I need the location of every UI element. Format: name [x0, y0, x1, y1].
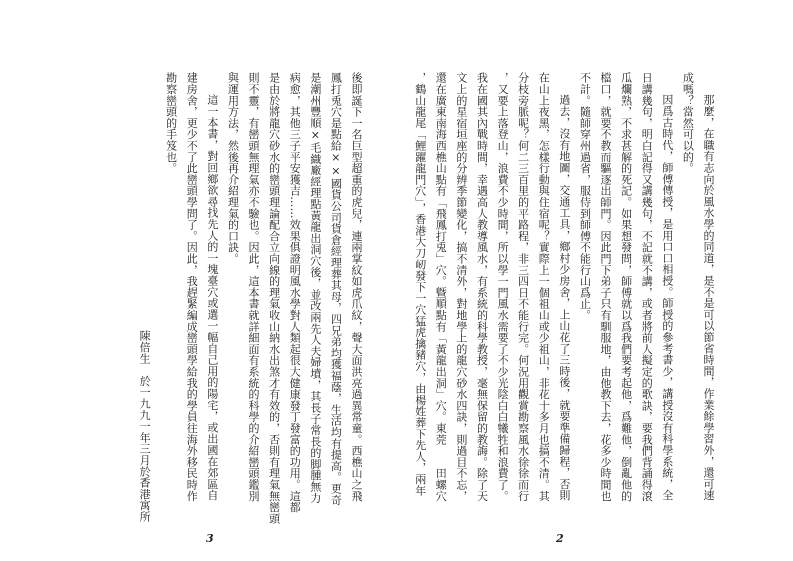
- page-number-left: 3: [206, 532, 214, 545]
- text-column: 建房舍，更少不了此巒頭學問了。因此，我趕緊編成巒頭學給我的學員往海外移民時作: [185, 72, 199, 502]
- left-page-text: [133, 72, 366, 522]
- text-column: 是潮州豐順×毛織廠經理點黃龍出洞穴後，並改兩先人夫婦墳，其長子常長的脚腫無力: [308, 72, 322, 504]
- right-page-text: [409, 72, 718, 522]
- text-column: 文上的星宿垣座的分辨季節變化，搞不清外，對地學上的龍穴砂水四訣，則過目不忘，: [454, 72, 468, 502]
- text-column: 檔口，就要不教而驅逐出師門。因此門下弟子只有馴服地，由他教下去，花多少時間也: [599, 72, 613, 502]
- text-column: 成嗎？當然可以的。: [681, 72, 695, 174]
- text-column: 日講幾句，明白記得又講幾句，不記就不講，或者將前人擬定的歌訣，要我們背誦得滾: [640, 72, 654, 502]
- right-page: [400, 72, 718, 522]
- text-column: 還在廣東南海西樵山點有「飛鳳打兎」穴。曁順點有「黃龍出洞」穴。東莞 田螺穴: [434, 72, 448, 502]
- text-column: 是由於將龍穴砂水的巒頭理論配合立向線的理氣收山納水出煞才有效的，否則有理氣無巒頭: [267, 72, 281, 524]
- text-column: 鳳打兎穴是點給××國貨公司貨倉經理葬其母，四兄弟均獲福蔭，生活均有提高。更奇: [329, 72, 343, 506]
- text-column: 後即誕下一名巨型超重的虎兒，連兩掌紋如虎爪紋，聲大面洪亮過異常童。西樵山之飛: [350, 72, 363, 502]
- author-signature-line: 陳倍生 於一九九一年三月於香港寓所: [138, 330, 152, 523]
- text-column: 我在國其內戰時間，幸遇高人教導風水，有系統的科學教授，毫無保留的教誨。除了天: [475, 72, 489, 502]
- text-column: 病愈，其他三子平安獲吉……效果俱證明風水學對人類起很大健康發丁發富的功用。這都: [288, 72, 302, 513]
- text-column: 在山上夜黑，怎樣行動與住宿呢？實際上一個祖山或少祖山，非花十多月也搞不清。其: [537, 72, 551, 502]
- text-column: 那麼，在職有志向於風水學的同道，是不是可以節省時間，作業餘學習外，還可速: [702, 94, 715, 501]
- text-column: 這一本書，對回鄉欲尋找先人的一塊臺穴或選一幅自己用的陽宅，或出國在郊區自: [205, 94, 219, 501]
- text-column: ，鶴山龍尾「鯉躍龍門穴」，香港大刀屻發下一穴猛虎擒豬穴，由楊姓葬下先人，兩年: [413, 72, 427, 496]
- text-column: 與運用方法，然後再介紹理氣的口訣。: [226, 72, 240, 265]
- text-column: ，又要上落登山，浪費不少時間，所以學一門風水需要了不少光陰白白犧牲和浪費了。: [496, 72, 510, 502]
- text-column: 勘察巒頭的手笈也。: [164, 72, 178, 174]
- text-column: 不計。隨師穿州過省，服侍到師傅不能行山爲止。: [578, 72, 592, 321]
- text-column: 分枝旁脈呢？何二三百里的平路程，非三四日不能行完。何況用觀賞勘察風水徐徐而行: [516, 72, 530, 502]
- left-page: [130, 72, 366, 522]
- text-column: 瓜爛熟，不求甚解的死記。如果想發問，師傅就以爲我們要考起他，爲難他，倒亂他的: [619, 72, 633, 502]
- page-number-right: 2: [556, 532, 564, 545]
- text-column: 因爲古時代，師傅傳授，是用口口相授。師授的參考書少，講授沒有科學系統，全: [660, 94, 674, 501]
- text-column: 則不靈，有巒頭無理氣亦不驗也。因此，這本書就詳細面有系統的科學的介紹巒頭鑑別: [247, 72, 261, 502]
- text-column: 過去，沒有地圖，交通工具，鄉村少房舍，上山花了三時後，就要準備歸程，否則: [557, 94, 571, 501]
